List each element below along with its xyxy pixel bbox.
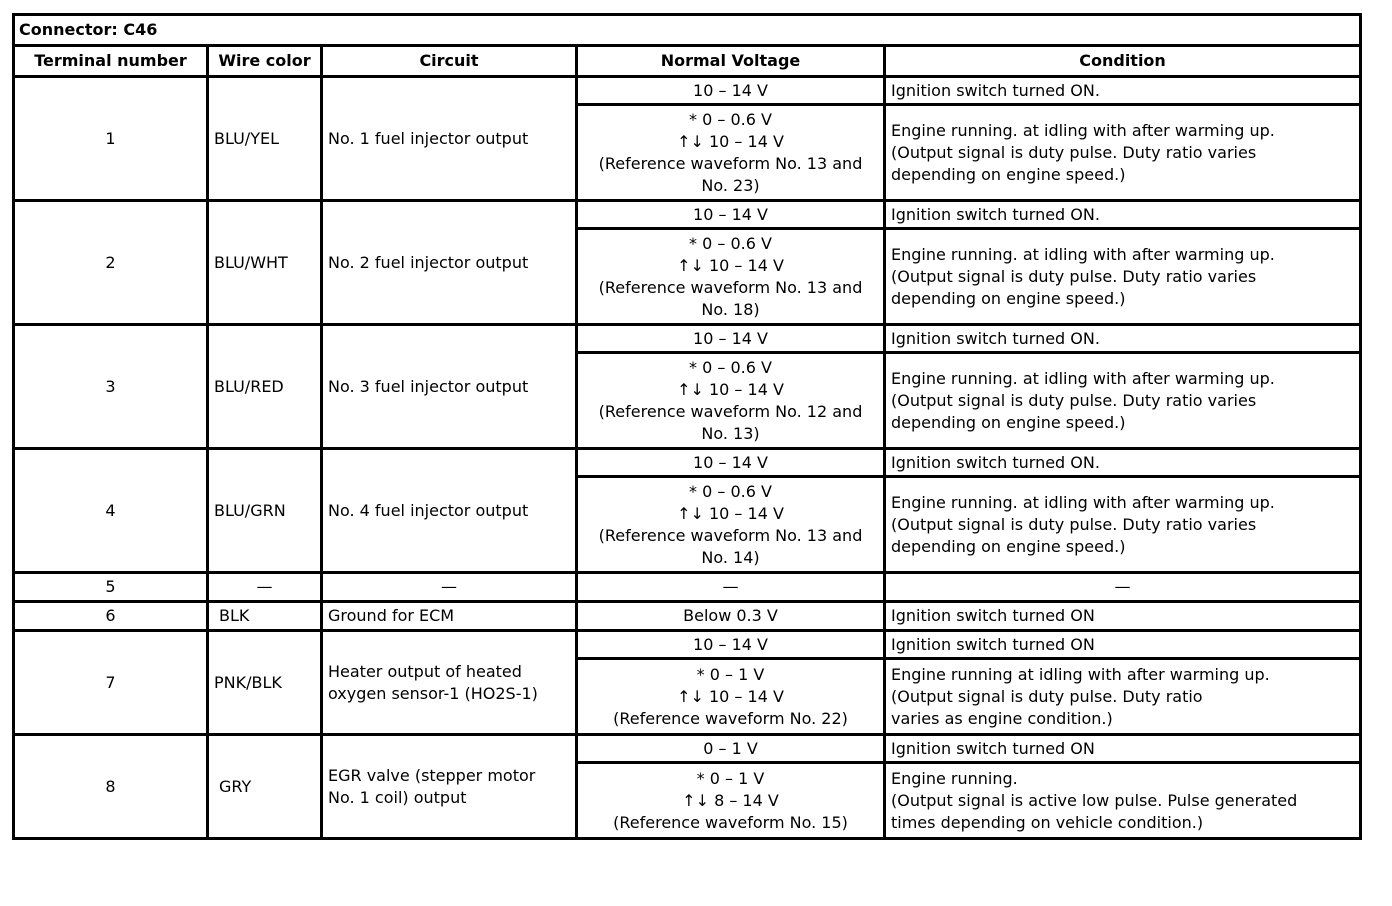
condition — [885, 631, 1361, 659]
voltage-line: 10 – 14 V — [693, 80, 768, 100]
condition-line: Engine running. at idling with after warming up. — [891, 244, 1275, 264]
condition-line: Engine running. at idling with after warming up. — [891, 368, 1275, 388]
condition — [885, 477, 1361, 573]
voltage-line: ↑↓ 10 – 14 V — [677, 131, 784, 151]
table-row — [14, 631, 1361, 659]
wire-color: BLU/RED — [208, 325, 322, 449]
condition — [885, 659, 1361, 735]
terminal-number: 5 — [14, 573, 208, 602]
condition-line: (Output signal is duty pulse. Duty ratio varies — [891, 142, 1257, 162]
condition-line: Ignition switch turned ON. — [891, 204, 1100, 224]
condition-line: (Output signal is active low pulse. Pulse generated — [891, 790, 1298, 810]
normal-voltage — [577, 763, 885, 839]
condition-line: (Output signal is duty pulse. Duty ratio varies — [891, 390, 1257, 410]
circuit-line: Heater output of heated — [328, 661, 522, 681]
terminal-number: 8 — [14, 735, 208, 839]
terminal-number: 4 — [14, 449, 208, 573]
header-condition: Condition — [885, 46, 1361, 77]
condition-line: (Output signal is duty pulse. Duty ratio varies — [891, 266, 1257, 286]
header-terminal-number: Terminal number — [14, 46, 208, 77]
normal-voltage — [577, 573, 885, 602]
wire-color: — — [208, 573, 322, 602]
table-row — [14, 573, 1361, 602]
condition-line: Ignition switch turned ON. — [891, 328, 1100, 348]
circuit — [322, 77, 577, 201]
voltage-line: (Reference waveform No. 13 and — [598, 277, 863, 297]
header-normal-voltage: Normal Voltage — [577, 46, 885, 77]
condition-line: Engine running at idling with after warming up. — [891, 664, 1270, 684]
table-row — [14, 602, 1361, 631]
voltage-line: ↑↓ 10 – 14 V — [677, 503, 784, 523]
table-row — [14, 449, 1361, 477]
condition — [885, 353, 1361, 449]
circuit — [322, 201, 577, 325]
condition — [885, 77, 1361, 105]
circuit — [322, 631, 577, 735]
voltage-line: ↑↓ 10 – 14 V — [677, 379, 784, 399]
table-row — [14, 735, 1361, 763]
normal-voltage — [577, 105, 885, 201]
condition-line: Engine running. — [891, 768, 1018, 788]
voltage-line: * 0 – 0.6 V — [689, 109, 772, 129]
normal-voltage — [577, 659, 885, 735]
table-row — [14, 77, 1361, 105]
wire-color: GRY — [208, 735, 322, 839]
voltage-line: No. 23) — [701, 175, 760, 195]
normal-voltage — [577, 77, 885, 105]
voltage-line: ↑↓ 10 – 14 V — [677, 686, 784, 706]
voltage-line: * 0 – 1 V — [696, 664, 765, 684]
normal-voltage — [577, 735, 885, 763]
wire-color: PNK/BLK — [208, 631, 322, 735]
normal-voltage — [577, 477, 885, 573]
condition-line: (Output signal is duty pulse. Duty ratio varies — [891, 514, 1257, 534]
voltage-line: 0 – 1 V — [703, 738, 758, 758]
circuit-line: No. 3 fuel injector output — [328, 376, 529, 396]
wire-color: BLU/WHT — [208, 201, 322, 325]
circuit-line: EGR valve (stepper motor — [328, 765, 536, 785]
voltage-line: 10 – 14 V — [693, 328, 768, 348]
wire-color: BLK — [208, 602, 322, 631]
voltage-line: ↑↓ 8 – 14 V — [682, 790, 779, 810]
condition-line: Ignition switch turned ON. — [891, 80, 1100, 100]
header-wire-color: Wire color — [208, 46, 322, 77]
circuit — [322, 573, 577, 602]
voltage-line: ↑↓ 10 – 14 V — [677, 255, 784, 275]
circuit-line: No. 2 fuel injector output — [328, 252, 529, 272]
voltage-line: — — [722, 577, 739, 596]
circuit-line: No. 4 fuel injector output — [328, 500, 529, 520]
condition — [885, 105, 1361, 201]
condition-line: (Output signal is duty pulse. Duty ratio — [891, 686, 1203, 706]
condition-line: Engine running. at idling with after warming up. — [891, 120, 1275, 140]
condition — [885, 449, 1361, 477]
terminal-number: 3 — [14, 325, 208, 449]
voltage-line: (Reference waveform No. 13 and — [598, 153, 863, 173]
circuit — [322, 602, 577, 631]
voltage-line: (Reference waveform No. 22) — [613, 708, 848, 728]
terminal-number: 7 — [14, 631, 208, 735]
condition-line: varies as engine condition.) — [891, 708, 1113, 728]
condition-line: Ignition switch turned ON — [891, 606, 1095, 625]
voltage-line: 10 – 14 V — [693, 452, 768, 472]
condition-line: — — [1114, 577, 1131, 596]
wire-color: BLU/GRN — [208, 449, 322, 573]
normal-voltage — [577, 631, 885, 659]
circuit-line: Ground for ECM — [328, 606, 455, 625]
voltage-line: * 0 – 0.6 V — [689, 233, 772, 253]
voltage-line: No. 18) — [701, 299, 760, 319]
voltage-line: Below 0.3 V — [683, 606, 778, 625]
condition — [885, 763, 1361, 839]
voltage-line: * 0 – 0.6 V — [689, 357, 772, 377]
normal-voltage — [577, 229, 885, 325]
condition-line: Ignition switch turned ON — [891, 634, 1095, 654]
header-row — [14, 46, 1361, 77]
circuit-line: No. 1 coil) output — [328, 787, 467, 807]
circuit-line: oxygen sensor-1 (HO2S-1) — [328, 683, 538, 703]
normal-voltage — [577, 201, 885, 229]
voltage-line: (Reference waveform No. 12 and — [598, 401, 863, 421]
wire-color: BLU/YEL — [208, 77, 322, 201]
header-circuit: Circuit — [322, 46, 577, 77]
connector-table — [12, 13, 1362, 840]
circuit — [322, 735, 577, 839]
circuit-line: — — [441, 577, 457, 596]
circuit-line: No. 1 fuel injector output — [328, 128, 529, 148]
voltage-line: * 0 – 1 V — [696, 768, 765, 788]
condition-line: depending on engine speed.) — [891, 164, 1126, 184]
voltage-line: (Reference waveform No. 15) — [613, 812, 848, 832]
voltage-line: 10 – 14 V — [693, 204, 768, 224]
normal-voltage — [577, 602, 885, 631]
voltage-line: * 0 – 0.6 V — [689, 481, 772, 501]
voltage-line: No. 14) — [701, 547, 760, 567]
terminal-number: 2 — [14, 201, 208, 325]
circuit — [322, 325, 577, 449]
condition-line: depending on engine speed.) — [891, 412, 1126, 432]
normal-voltage — [577, 353, 885, 449]
condition-line: depending on engine speed.) — [891, 536, 1126, 556]
normal-voltage — [577, 325, 885, 353]
condition-line: Engine running. at idling with after warming up. — [891, 492, 1275, 512]
circuit — [322, 449, 577, 573]
table-title-row — [14, 15, 1361, 46]
condition-line: times depending on vehicle condition.) — [891, 812, 1204, 832]
table-row — [14, 325, 1361, 353]
condition-line: depending on engine speed.) — [891, 288, 1126, 308]
table-row — [14, 201, 1361, 229]
terminal-number: 6 — [14, 602, 208, 631]
condition — [885, 573, 1361, 602]
condition — [885, 229, 1361, 325]
voltage-line: No. 13) — [701, 423, 760, 443]
condition-line: Ignition switch turned ON — [891, 738, 1095, 758]
connector-title: Connector: C46 — [14, 15, 1361, 46]
voltage-line: 10 – 14 V — [693, 634, 768, 654]
condition — [885, 602, 1361, 631]
condition — [885, 735, 1361, 763]
condition-line: Ignition switch turned ON. — [891, 452, 1100, 472]
normal-voltage — [577, 449, 885, 477]
condition — [885, 325, 1361, 353]
condition — [885, 201, 1361, 229]
terminal-number: 1 — [14, 77, 208, 201]
voltage-line: (Reference waveform No. 13 and — [598, 525, 863, 545]
